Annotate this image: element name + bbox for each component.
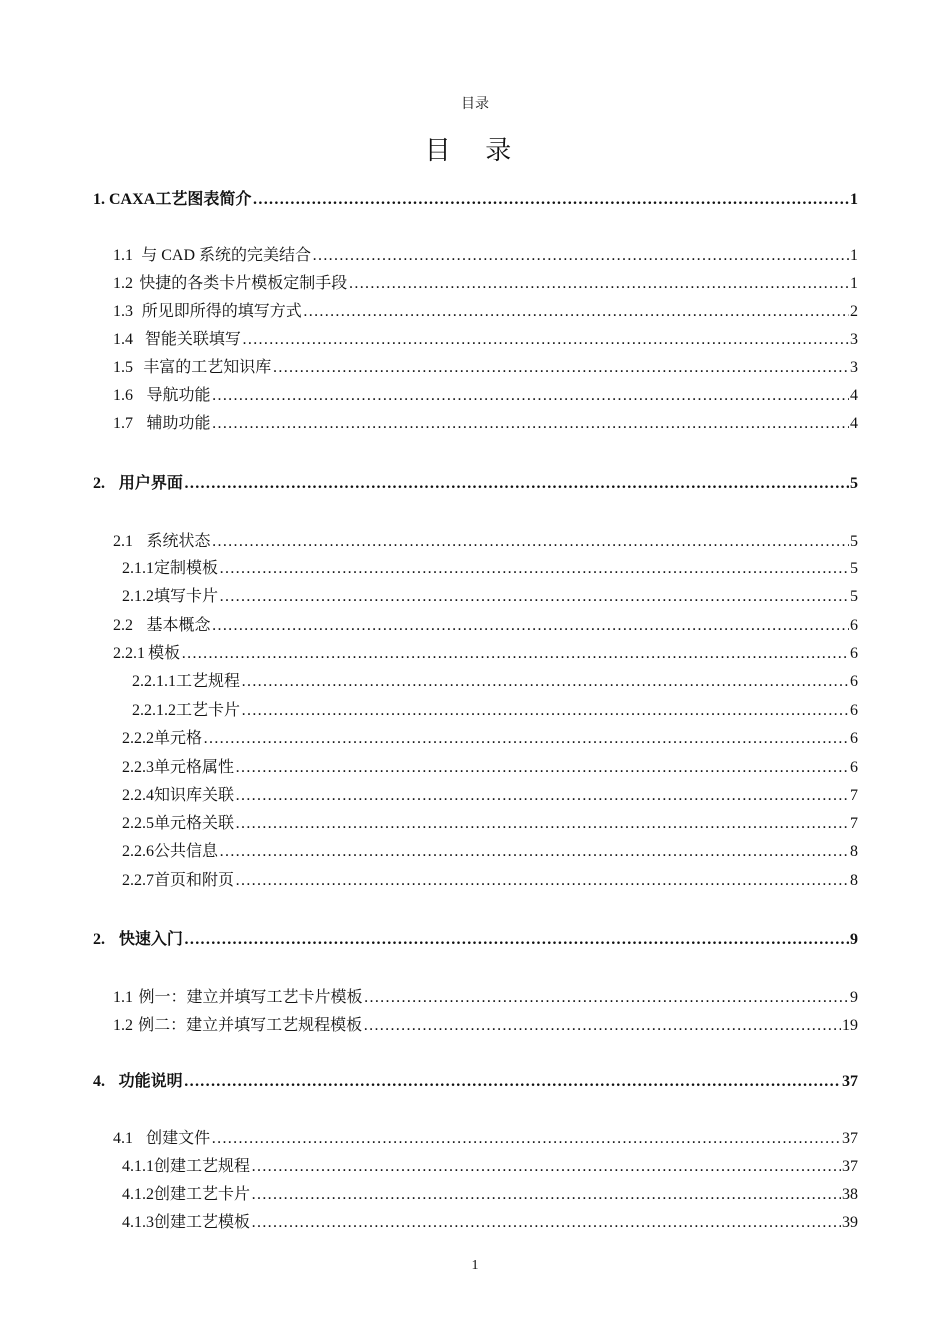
toc-entry-title: 用户界面 (118, 475, 183, 492)
toc-dot-leader (184, 931, 849, 949)
toc-dot-leader (212, 617, 850, 635)
toc-dot-leader (235, 787, 849, 805)
toc-entry-page: 7 (850, 787, 858, 804)
toc-dot-leader (219, 843, 849, 861)
page-number: 1 (471, 1258, 479, 1273)
toc-entry-title: 导航功能 (146, 387, 211, 404)
toc-entry-number: 2. (93, 931, 105, 948)
toc-entry[interactable] (93, 470, 858, 494)
toc-entry[interactable] (122, 725, 858, 749)
toc-entry-page: 3 (850, 359, 858, 376)
toc-dot-leader (252, 191, 849, 209)
toc-dot-leader (235, 759, 849, 777)
toc-entry-number: 1.6 (113, 387, 133, 404)
toc-entry-page: 8 (850, 872, 858, 889)
toc-entry-number: 1.5 (113, 359, 133, 376)
toc-entry-title: 工艺卡片 (176, 702, 241, 719)
toc-dot-leader (272, 359, 849, 377)
toc-entry-page: 5 (850, 475, 858, 492)
toc-entry-number: 2.2.6 (122, 843, 154, 860)
toc-entry-number: 4. (93, 1073, 105, 1090)
toc-entry-number: 2.2.3 (122, 759, 154, 776)
toc-entry[interactable] (113, 270, 858, 294)
toc-entry[interactable] (122, 583, 858, 607)
toc-entry-title: 基本概念 (146, 617, 211, 634)
toc-entry-title: 系统状态 (146, 533, 211, 550)
toc-entry-page: 1 (850, 247, 858, 264)
toc-entry[interactable] (122, 867, 858, 891)
toc-dot-leader (181, 645, 849, 663)
toc-entry-page: 6 (850, 730, 858, 747)
toc-dot-leader (212, 415, 850, 433)
toc-entry-title: 工艺图表简介 (155, 191, 252, 208)
toc-entry-title: 创建工艺规程 (154, 1158, 251, 1175)
toc-entry-page: 6 (850, 673, 858, 690)
toc-entry-title: 功能说明 (118, 1073, 183, 1090)
toc-title: 目 录 (424, 136, 526, 165)
toc-dot-leader (212, 533, 850, 551)
toc-dot-leader (184, 475, 849, 493)
toc-dot-leader (235, 872, 849, 890)
toc-entry[interactable] (122, 1181, 858, 1205)
toc-dot-leader (251, 1158, 841, 1176)
toc-entry-title: 例二：建立并填写工艺规程模板 (138, 1017, 363, 1034)
toc-entry-page: 1 (850, 191, 858, 208)
toc-entry-number: 1.2 (113, 1017, 133, 1034)
toc-entry-number: 2.2.1.1 (132, 673, 176, 690)
toc-entry[interactable] (122, 555, 858, 579)
toc-entry-number: 2.2.7 (122, 872, 154, 889)
toc-entry-page: 2 (850, 303, 858, 320)
toc-entry[interactable] (113, 298, 858, 322)
toc-entry[interactable] (93, 926, 858, 950)
toc-dot-leader (184, 1073, 841, 1091)
toc-entry-title: 公共信息 (154, 843, 219, 860)
toc-entry[interactable] (122, 782, 858, 806)
toc-dot-leader (251, 1214, 841, 1232)
toc-entry-page: 9 (850, 989, 858, 1006)
toc-entry-number: 1.4 (113, 331, 133, 348)
toc-entry-page: 38 (842, 1186, 858, 1203)
toc-entry-page: 39 (842, 1214, 858, 1231)
toc-entry-page: 6 (850, 645, 858, 662)
toc-entry[interactable] (113, 612, 858, 636)
toc-entry-number: 1.3 (113, 303, 133, 320)
toc-entry-number: 1.7 (113, 415, 133, 432)
toc-entry[interactable] (113, 242, 858, 266)
toc-dot-leader (242, 331, 849, 349)
toc-entry[interactable] (122, 754, 858, 778)
toc-entry-page: 37 (842, 1130, 858, 1147)
toc-entry-page: 37 (842, 1073, 858, 1090)
toc-entry-page: 5 (850, 588, 858, 605)
toc-entry-page: 1 (850, 275, 858, 292)
toc-dot-leader (363, 1017, 841, 1035)
toc-entry-title: 智能关联填写 (144, 331, 241, 348)
toc-entry-title: 首页和附页 (154, 872, 235, 889)
toc-dot-leader (241, 673, 849, 691)
toc-entry-number: 4.1 (113, 1130, 133, 1147)
toc-entry-title: 例一：建立并填写工艺卡片模板 (138, 989, 363, 1006)
toc-entry-title: 丰富的工艺知识库 (143, 359, 272, 376)
toc-entry[interactable] (113, 326, 858, 350)
toc-entry[interactable] (113, 1125, 858, 1149)
toc-entry-title: 知识库关联 (154, 787, 235, 804)
running-header: 目录 (461, 97, 489, 112)
toc-dot-leader (303, 303, 849, 321)
toc-entry-page: 5 (850, 533, 858, 550)
toc-entry-page: 8 (850, 843, 858, 860)
toc-entry-page: 5 (850, 560, 858, 577)
toc-entry-number: 2.2.1.2 (132, 702, 176, 719)
toc-entry-number: 4.1.1 (122, 1158, 154, 1175)
toc-entry-number: 4.1.3 (122, 1214, 154, 1231)
toc-entry-page: 7 (850, 815, 858, 832)
toc-entry-title: 创建工艺卡片 (154, 1186, 251, 1203)
toc-entry[interactable] (93, 186, 858, 210)
toc-entry[interactable] (113, 528, 858, 552)
toc-entry[interactable] (113, 1012, 858, 1036)
toc-entry-title: 单元格关联 (154, 815, 235, 832)
toc-entry-number: 2. (93, 475, 105, 492)
toc-entry-number: 2.2.1 (113, 645, 145, 662)
toc-entry[interactable] (132, 697, 858, 721)
toc-entry-title: 单元格 (154, 730, 203, 747)
toc-entry-number: 2.2.5 (122, 815, 154, 832)
toc-dot-leader (211, 1130, 841, 1148)
toc-entry-page: 4 (850, 387, 858, 404)
toc-entry[interactable] (93, 1068, 858, 1092)
toc-entry[interactable] (113, 382, 858, 406)
toc-entry-title: 填写卡片 (154, 588, 219, 605)
toc-dot-leader (219, 560, 849, 578)
toc-entry-title: 定制模板 (154, 560, 219, 577)
toc-entry-page: 6 (850, 617, 858, 634)
toc-entry[interactable] (113, 984, 858, 1008)
toc-entry[interactable] (113, 354, 858, 378)
toc-entry-page: 37 (842, 1158, 858, 1175)
toc-entry-page: 19 (842, 1017, 858, 1034)
toc-entry-title: 模板 (148, 645, 181, 662)
toc-entry-number: 2.1.2 (122, 588, 154, 605)
toc-entry-number: 1. CAXA (93, 191, 156, 208)
toc-entry-page: 3 (850, 331, 858, 348)
toc-entry-page: 6 (850, 759, 858, 776)
toc-entry-number: 4.1.2 (122, 1186, 154, 1203)
toc-entry-title: 创建工艺模板 (154, 1214, 251, 1231)
toc-entry-title: 快捷的各类卡片模板定制手段 (139, 275, 348, 292)
toc-entry-number: 2.1 (113, 533, 133, 550)
toc-entry-number: 1.1 (113, 989, 133, 1006)
toc-entry-title: 辅助功能 (146, 415, 211, 432)
toc-entry-number: 1.1 (113, 247, 133, 264)
toc-dot-leader (219, 588, 849, 606)
toc-entry-title: 单元格属性 (154, 759, 235, 776)
toc-entry-title: 与 CAD 系统的完美结合 (141, 247, 312, 264)
toc-dot-leader (235, 815, 849, 833)
toc-entry-page: 4 (850, 415, 858, 432)
toc-dot-leader (348, 275, 849, 293)
toc-entry-number: 2.2.2 (122, 730, 154, 747)
toc-entry-page: 9 (850, 931, 858, 948)
toc-entry[interactable] (122, 838, 858, 862)
toc-dot-leader (241, 702, 849, 720)
toc-entry-number: 2.1.1 (122, 560, 154, 577)
toc-entry-title: 创建文件 (146, 1130, 211, 1147)
toc-dot-leader (251, 1186, 841, 1204)
toc-entry[interactable] (132, 668, 858, 692)
toc-entry-title: 所见即所得的填写方式 (141, 303, 302, 320)
toc-entry-title: 快速入门 (118, 931, 183, 948)
toc-entry-title: 工艺规程 (176, 673, 241, 690)
toc-entry[interactable] (122, 1209, 858, 1233)
toc-entry[interactable] (113, 640, 858, 664)
toc-entry[interactable] (122, 1153, 858, 1177)
toc-entry-page: 6 (850, 702, 858, 719)
toc-dot-leader (212, 387, 850, 405)
toc-entry-number: 2.2 (113, 617, 133, 634)
toc-dot-leader (203, 730, 849, 748)
toc-dot-leader (312, 247, 849, 265)
toc-entry[interactable] (122, 810, 858, 834)
toc-entry-number: 2.2.4 (122, 787, 154, 804)
toc-dot-leader (364, 989, 849, 1007)
toc-entry-number: 1.2 (113, 275, 133, 292)
toc-entry[interactable] (113, 410, 858, 434)
